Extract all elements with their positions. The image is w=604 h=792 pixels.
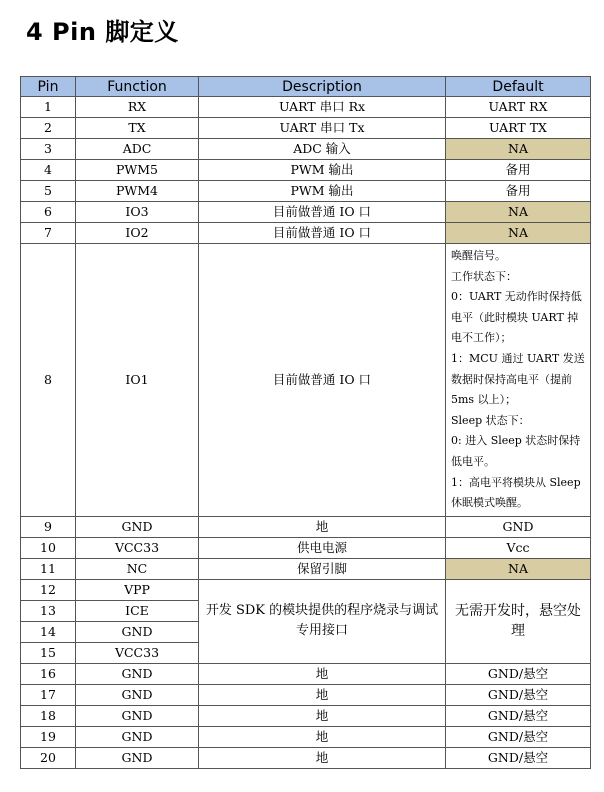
- pin-cell: 9: [21, 516, 76, 537]
- description-cell: PWM 输出: [199, 160, 446, 181]
- pin-cell: 20: [21, 747, 76, 768]
- pin-cell: 8: [21, 244, 76, 517]
- pin-cell: 5: [21, 181, 76, 202]
- table-row: [21, 726, 591, 747]
- function-cell: TX: [76, 118, 199, 139]
- default-cell: UART TX: [446, 118, 591, 139]
- table-row: [21, 663, 591, 684]
- default-line: 0：UART 无动作时保持低电平（此时模块 UART 掉电不工作）；: [451, 290, 582, 345]
- header-default: Default: [446, 77, 591, 97]
- description-cell: 保留引脚: [199, 558, 446, 579]
- table-row: [21, 118, 591, 139]
- function-cell: IO1: [76, 244, 199, 517]
- default-cell: GND: [446, 516, 591, 537]
- table-row: [21, 202, 591, 223]
- function-cell: PWM5: [76, 160, 199, 181]
- pin-cell: 12: [21, 579, 76, 600]
- table-row: [21, 558, 591, 579]
- default-cell: NA: [446, 558, 591, 579]
- default-cell: 备用: [446, 181, 591, 202]
- pin-cell: 7: [21, 223, 76, 244]
- header-function: Function: [76, 77, 199, 97]
- function-cell: VCC33: [76, 642, 199, 663]
- pin-cell: 4: [21, 160, 76, 181]
- default-cell: 备用: [446, 160, 591, 181]
- function-cell: VCC33: [76, 537, 199, 558]
- description-cell: 目前做普通 IO 口: [199, 223, 446, 244]
- default-cell-multiline: [446, 244, 591, 517]
- pin-cell: 6: [21, 202, 76, 223]
- description-cell: 地: [199, 684, 446, 705]
- function-cell: PWM4: [76, 181, 199, 202]
- description-cell: 供电电源: [199, 537, 446, 558]
- pin-cell: 3: [21, 139, 76, 160]
- function-cell: GND: [76, 726, 199, 747]
- default-cell: Vcc: [446, 537, 591, 558]
- default-cell: NA: [446, 139, 591, 160]
- table-row: [21, 579, 591, 600]
- header-description: Description: [199, 77, 446, 97]
- description-cell: 目前做普通 IO 口: [199, 244, 446, 517]
- function-cell: RX: [76, 97, 199, 118]
- pin-cell: 15: [21, 642, 76, 663]
- table-row: [21, 537, 591, 558]
- default-cell: GND/悬空: [446, 726, 591, 747]
- function-cell: IO2: [76, 223, 199, 244]
- default-line: 0: 进入 Sleep 状态时保持低电平。: [451, 434, 581, 468]
- page-title: 4 Pin 脚定义: [26, 18, 179, 46]
- pin-cell: 2: [21, 118, 76, 139]
- description-cell: 地: [199, 705, 446, 726]
- pin-cell: 19: [21, 726, 76, 747]
- description-cell: 目前做普通 IO 口: [199, 202, 446, 223]
- table-row: [21, 516, 591, 537]
- table-row: [21, 747, 591, 768]
- function-cell: GND: [76, 663, 199, 684]
- function-cell: ADC: [76, 139, 199, 160]
- pin-cell: 1: [21, 97, 76, 118]
- description-cell: 地: [199, 726, 446, 747]
- function-cell: GND: [76, 621, 199, 642]
- function-cell: VPP: [76, 579, 199, 600]
- default-line: 唤醒信号。: [451, 249, 506, 262]
- default-cell: GND/悬空: [446, 663, 591, 684]
- function-cell: NC: [76, 558, 199, 579]
- default-cell-merged: 无需开发时，悬空处理: [446, 579, 591, 663]
- table-row: [21, 244, 591, 517]
- function-cell: GND: [76, 516, 199, 537]
- function-cell: IO3: [76, 202, 199, 223]
- pin-cell: 13: [21, 600, 76, 621]
- function-cell: GND: [76, 705, 199, 726]
- pin-cell: 11: [21, 558, 76, 579]
- default-cell: GND/悬空: [446, 747, 591, 768]
- description-cell: UART 串口 Rx: [199, 97, 446, 118]
- table-row: [21, 97, 591, 118]
- default-cell: UART RX: [446, 97, 591, 118]
- description-cell: PWM 输出: [199, 181, 446, 202]
- description-cell: 地: [199, 747, 446, 768]
- table-row: [21, 705, 591, 726]
- description-cell: UART 串口 Tx: [199, 118, 446, 139]
- table-row: [21, 139, 591, 160]
- default-cell: NA: [446, 223, 591, 244]
- pin-definition-table: [20, 76, 591, 769]
- pin-cell: 16: [21, 663, 76, 684]
- table-row: [21, 223, 591, 244]
- default-cell: GND/悬空: [446, 705, 591, 726]
- description-cell-merged: 开发 SDK 的模块提供的程序烧录与调试专用接口: [199, 579, 446, 663]
- default-cell: GND/悬空: [446, 684, 591, 705]
- pin-cell: 18: [21, 705, 76, 726]
- description-cell: 地: [199, 516, 446, 537]
- function-cell: GND: [76, 747, 199, 768]
- pin-cell: 10: [21, 537, 76, 558]
- default-line: 工作状态下：: [451, 269, 517, 283]
- table-row: [21, 160, 591, 181]
- function-cell: GND: [76, 684, 199, 705]
- description-cell: ADC 输入: [199, 139, 446, 160]
- default-line: 1：高电平将模块从 Sleep 休眠模式唤醒。: [451, 475, 581, 510]
- default-line: Sleep 状态下：: [451, 413, 530, 427]
- header-pin: Pin: [21, 77, 76, 97]
- pin-cell: 17: [21, 684, 76, 705]
- table-header-row: [21, 77, 591, 97]
- function-cell: ICE: [76, 600, 199, 621]
- description-cell: 地: [199, 663, 446, 684]
- table-row: [21, 181, 591, 202]
- table-row: [21, 684, 591, 705]
- default-line: 1：MCU 通过 UART 发送数据时保持高电平（提前 5ms 以上）；: [451, 351, 585, 407]
- pin-cell: 14: [21, 621, 76, 642]
- default-cell: NA: [446, 202, 591, 223]
